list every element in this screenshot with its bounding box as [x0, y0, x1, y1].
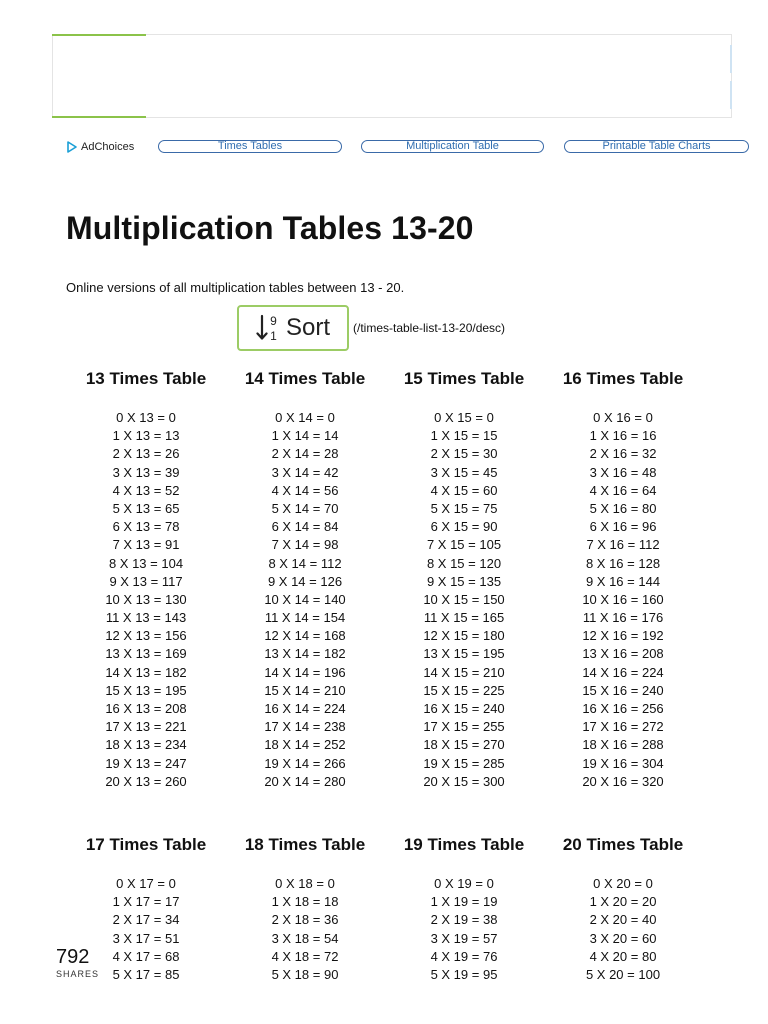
- svg-text:9: 9: [270, 314, 277, 328]
- times-table-16: [543, 369, 703, 791]
- table-row: 5 X 14 = 70: [271, 500, 339, 516]
- nav-pill-multiplication-table[interactable]: Multiplication Table: [361, 140, 544, 153]
- sort-url-text: (/times-table-list-13-20/desc): [353, 321, 506, 335]
- table-title[interactable]: 16 Times Table: [562, 369, 684, 388]
- table-row: 11 X 16 = 176: [582, 610, 664, 626]
- table-row: 0 X 13 = 0: [116, 410, 176, 425]
- table-row: 9 X 16 = 144: [585, 573, 661, 589]
- sort-descending-icon: [256, 313, 280, 343]
- table-row: 20 X 13 = 260: [105, 773, 187, 789]
- table-row: 15 X 15 = 225: [423, 682, 505, 698]
- times-table-13: [66, 369, 226, 791]
- table-row: 6 X 14 = 84: [271, 519, 339, 535]
- table-row: 1 X 19 = 19: [430, 894, 498, 910]
- table-row: 10 X 13 = 130: [105, 591, 187, 607]
- table-title[interactable]: 19 Times Table: [403, 835, 525, 854]
- table-row: 9 X 13 = 117: [109, 573, 183, 589]
- table-row: 5 X 17 = 85: [112, 966, 180, 982]
- table-row: 19 X 15 = 285: [423, 755, 505, 771]
- table-row: 12 X 14 = 168: [264, 628, 346, 644]
- table-row: 10 X 14 = 140: [264, 591, 346, 607]
- table-row: 20 X 16 = 320: [582, 773, 664, 789]
- table-row: 1 X 18 = 18: [271, 894, 339, 910]
- table-row: 19 X 14 = 266: [264, 755, 346, 771]
- table-row: 7 X 13 = 91: [112, 537, 180, 553]
- table-row: 2 X 19 = 38: [430, 912, 498, 928]
- table-row: 11 X 13 = 143: [105, 610, 187, 626]
- table-row: 13 X 14 = 182: [264, 646, 346, 662]
- nav-pill-times-tables[interactable]: Times Tables: [158, 140, 342, 153]
- table-row: 10 X 15 = 150: [423, 591, 505, 607]
- table-row: 12 X 15 = 180: [423, 628, 505, 644]
- share-label: SHARES: [56, 969, 100, 979]
- table-row: 4 X 17 = 68: [112, 948, 180, 964]
- table-row: 13 X 16 = 208: [582, 646, 664, 662]
- table-row: 3 X 19 = 57: [430, 930, 498, 946]
- table-row: 0 X 16 = 0: [593, 410, 653, 425]
- table-title[interactable]: 15 Times Table: [403, 369, 525, 388]
- table-row: 4 X 14 = 56: [271, 482, 339, 498]
- table-row: 6 X 16 = 96: [589, 519, 657, 535]
- table-row: 20 X 15 = 300: [423, 773, 505, 789]
- share-counter[interactable]: [56, 945, 116, 979]
- table-row: 5 X 13 = 65: [112, 500, 180, 516]
- times-table-18: [225, 835, 385, 984]
- table-row: 4 X 20 = 80: [589, 948, 657, 964]
- table-title[interactable]: 14 Times Table: [244, 369, 366, 388]
- table-row: 5 X 20 = 100: [585, 966, 661, 982]
- share-count: 792: [56, 946, 90, 968]
- table-row: 3 X 13 = 39: [112, 464, 180, 480]
- table-row: 8 X 13 = 104: [108, 555, 184, 571]
- table-row: 1 X 13 = 13: [112, 428, 180, 444]
- nav-pill-printable-table-charts[interactable]: Printable Table Charts: [564, 140, 749, 153]
- ad-edge-mark: [730, 45, 732, 73]
- times-table-19: [384, 835, 544, 984]
- sort-label: Sort: [285, 314, 330, 341]
- table-row: 4 X 19 = 76: [430, 948, 498, 964]
- table-row: 15 X 14 = 210: [264, 682, 346, 698]
- table-row: 2 X 20 = 40: [589, 912, 657, 928]
- table-title[interactable]: 17 Times Table: [85, 835, 207, 854]
- table-row: 0 X 17 = 0: [116, 876, 176, 891]
- page-title: Multiplication Tables 13-20: [66, 210, 474, 246]
- table-row: 15 X 16 = 240: [582, 682, 664, 698]
- table-title[interactable]: 18 Times Table: [244, 835, 366, 854]
- table-row: 11 X 14 = 154: [264, 610, 346, 626]
- table-row: 19 X 13 = 247: [105, 755, 187, 771]
- table-row: 14 X 13 = 182: [105, 664, 187, 680]
- table-row: 11 X 15 = 165: [423, 610, 505, 626]
- table-row: 14 X 16 = 224: [582, 664, 664, 680]
- table-row: 4 X 13 = 52: [112, 482, 180, 498]
- ad-accent-line: [52, 116, 146, 118]
- table-row: 18 X 15 = 270: [423, 737, 505, 753]
- table-row: 2 X 16 = 32: [589, 446, 657, 462]
- sort-button[interactable]: [237, 305, 349, 351]
- table-row: 2 X 14 = 28: [271, 446, 339, 462]
- table-row: 5 X 15 = 75: [430, 500, 498, 516]
- table-row: 8 X 14 = 112: [268, 555, 342, 571]
- table-row: 5 X 19 = 95: [430, 966, 498, 982]
- table-row: 18 X 14 = 252: [264, 737, 346, 753]
- table-row: 16 X 15 = 240: [423, 701, 505, 716]
- table-row: 0 X 18 = 0: [275, 876, 335, 891]
- table-row: 4 X 16 = 64: [589, 482, 657, 498]
- table-row: 0 X 19 = 0: [434, 876, 494, 891]
- table-row: 3 X 14 = 42: [271, 464, 339, 480]
- table-row: 2 X 15 = 30: [430, 446, 498, 462]
- table-row: 12 X 13 = 156: [105, 628, 187, 644]
- table-row: 14 X 14 = 196: [264, 664, 346, 680]
- table-row: 10 X 16 = 160: [582, 591, 664, 607]
- table-row: 17 X 15 = 255: [423, 719, 505, 735]
- table-row: 5 X 18 = 90: [271, 966, 339, 982]
- table-row: 6 X 15 = 90: [430, 519, 498, 535]
- ad-edge-mark: [730, 81, 732, 109]
- table-row: 7 X 14 = 98: [271, 537, 339, 553]
- table-row: 9 X 14 = 126: [267, 573, 343, 589]
- table-row: 3 X 17 = 51: [112, 930, 180, 946]
- ad-banner[interactable]: [52, 34, 732, 118]
- table-row: 1 X 16 = 16: [589, 428, 657, 444]
- adchoices-label: AdChoices: [81, 141, 135, 153]
- times-table-15: [384, 369, 544, 791]
- table-title[interactable]: 20 Times Table: [562, 835, 684, 854]
- table-row: 8 X 15 = 120: [426, 555, 502, 571]
- table-row: 2 X 17 = 34: [112, 912, 180, 928]
- times-table-14: [225, 369, 385, 791]
- table-row: 14 X 15 = 210: [423, 664, 505, 680]
- table-row: 18 X 13 = 234: [105, 737, 187, 753]
- adchoices-link[interactable]: [66, 141, 134, 153]
- table-row: 4 X 15 = 60: [430, 482, 498, 498]
- svg-text:1: 1: [270, 329, 277, 343]
- table-row: 1 X 17 = 17: [112, 894, 180, 910]
- table-row: 19 X 16 = 304: [582, 755, 664, 771]
- table-row: 20 X 14 = 280: [264, 773, 346, 789]
- table-row: 0 X 15 = 0: [434, 410, 494, 425]
- table-row: 3 X 16 = 48: [589, 464, 657, 480]
- table-row: 3 X 20 = 60: [589, 930, 657, 946]
- page-intro: Online versions of all multiplication tables between 13 - 20.: [66, 280, 405, 295]
- table-row: 6 X 13 = 78: [112, 519, 180, 535]
- table-row: 12 X 16 = 192: [582, 628, 664, 644]
- table-row: 13 X 13 = 169: [105, 646, 187, 662]
- table-row: 8 X 16 = 128: [585, 555, 661, 571]
- table-row: 9 X 15 = 135: [426, 573, 502, 589]
- table-row: 7 X 15 = 105: [426, 537, 502, 553]
- table-row: 7 X 16 = 112: [586, 537, 660, 553]
- table-row: 0 X 14 = 0: [275, 410, 335, 425]
- table-row: 1 X 14 = 14: [271, 428, 339, 444]
- table-row: 1 X 15 = 15: [430, 428, 498, 444]
- table-row: 1 X 20 = 20: [589, 894, 657, 910]
- table-row: 13 X 15 = 195: [423, 646, 505, 662]
- table-row: 3 X 15 = 45: [430, 464, 498, 480]
- ad-accent-line: [52, 34, 146, 36]
- table-row: 0 X 20 = 0: [593, 876, 653, 891]
- table-row: 3 X 18 = 54: [271, 930, 339, 946]
- table-row: 16 X 13 = 208: [105, 701, 187, 716]
- table-row: 5 X 16 = 80: [589, 500, 657, 516]
- adchoices-icon: [66, 141, 78, 153]
- table-row: 17 X 16 = 272: [582, 719, 664, 735]
- table-title[interactable]: 13 Times Table: [85, 369, 207, 388]
- table-row: 16 X 14 = 224: [264, 701, 346, 716]
- table-row: 17 X 14 = 238: [264, 719, 346, 735]
- table-row: 4 X 18 = 72: [271, 948, 339, 964]
- table-row: 2 X 13 = 26: [112, 446, 180, 462]
- table-row: 17 X 13 = 221: [105, 719, 187, 735]
- table-row: 16 X 16 = 256: [582, 701, 664, 716]
- times-table-20: [543, 835, 703, 984]
- table-row: 15 X 13 = 195: [105, 682, 187, 698]
- table-row: 2 X 18 = 36: [271, 912, 339, 928]
- table-row: 18 X 16 = 288: [582, 737, 664, 753]
